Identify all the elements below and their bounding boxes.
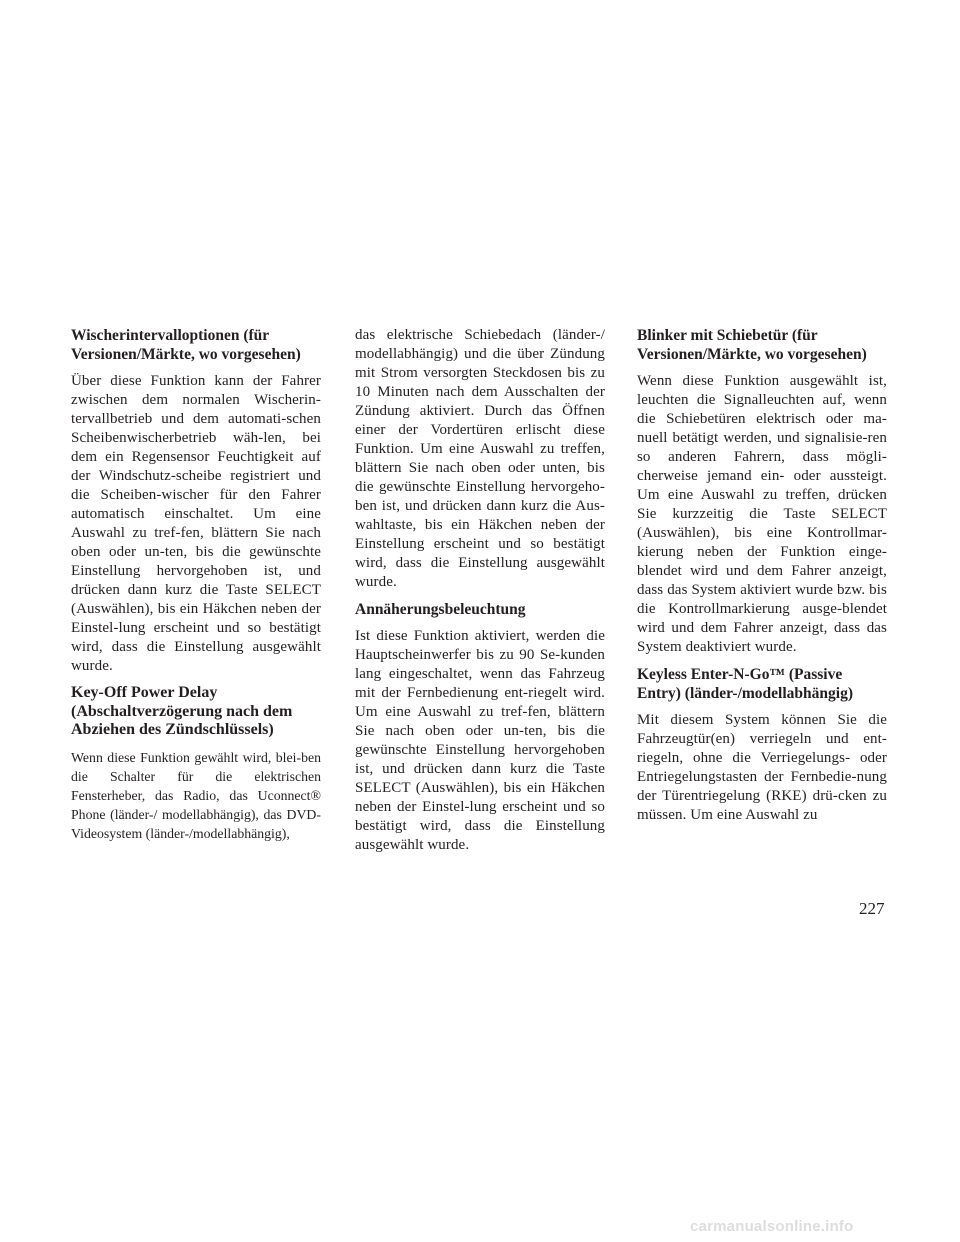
paragraph-sliding-door-signal: Wenn diese Funktion ausgewählt ist, leuchten die Signalleuchten auf, wenn die Schiebetüren elektrisch oder ma-nuell betätigt werden, und signalisie-ren so anderen Fahrern, dass mögli-cherweise jemand ein- oder aussteigt. Um eine Auswahl zu treffen, drücken Sie kurzzeitig die Taste SELECT (Auswählen), bis eine Kontrollmar-kierung neben der Funktion einge-blendet wird und dem Fahrer anzeigt, dass das System aktiviert wurde bzw. bis die Kontrollmarkierung ausge-blendet wird und dem Fahrer anzeigt, dass das System deaktiviert wurde. [637,373,887,655]
watermark: carmanualsonline.info [690,1218,854,1235]
section-heading-key-off-power-delay: Key-Off Power Delay (Abschaltverzögerung nach dem Abziehen des Zündschlüssels) [71,684,293,738]
column-left [71,326,321,851]
paragraph-key-off-power-delay-continued: das elektrische Schiebedach (länder-/ modellabhängig) und die über Zündung mit Strom versorgten Steckdosen bis zu 10 Minuten nach dem Ausschalten der Zündung aktiviert. Durch das Öffnen einer der Vordertüren erlischt diese Funktion. Um eine Auswahl zu treffen, blättern Sie nach oben oder unten, bis die gewünschte Einstellung hervorgeho-ben ist, und drücken dann kurz die Aus-wahltaste, bis ein Häkchen neben der Einstellung erscheint und so bestätigt wird, dass die Einstellung ausgewählt wurde. [355,327,605,590]
section-heading-keyless-enter-n-go: Keyless Enter-N-Go™ (Passive Entry) (länder-/modellabhängig) [637,666,854,702]
column-middle [355,326,605,863]
column-right [637,326,887,833]
paragraph-wiper-interval: Über diese Funktion kann der Fahrer zwischen dem normalen Wischerin-tervallbetrieb und dem automati-schen Scheibenwischerbetrieb wäh-len, bei dem ein Regensensor Feuchtigkeit auf der Windschutz-scheibe registriert und die Scheiben-wischer für den Fahrer automatisch einschaltet. Um eine Auswahl zu tref-fen, blättern Sie nach oben oder un-ten, bis die gewünschte Einstellung hervorgehoben ist, und drücken dann kurz die Taste SELECT (Auswählen), bis ein Häkchen neben der Einstel-lung erscheint und so bestätigt wird, dass die Einstellung ausgewählt wurde. [71,373,321,674]
section-heading-sliding-door-signal: Blinker mit Schiebetür (für Versionen/Märkte, wo vorgesehen) [637,327,867,363]
page-number: 227 [859,899,885,918]
section-heading-approach-lighting: Annäherungsbeleuchtung [355,601,526,618]
paragraph-approach-lighting: Ist diese Funktion aktiviert, werden die Hauptscheinwerfer bis zu 90 Se-kunden lang eingeschaltet, wenn das Fahrzeug mit der Fernbedienung ent-riegelt wird. Um eine Auswahl zu tref-fen, blättern Sie nach oben oder un-ten, bis die gewünschte Einstellung hervorgehoben ist, und drücken dann kurz die Taste SELECT (Auswählen), bis ein Häkchen neben der Einstel-lung erscheint und so bestätigt wird, dass die Einstellung ausgewählt wurde. [355,628,605,853]
paragraph-key-off-power-delay: Wenn diese Funktion gewählt wird, blei-ben die Schalter für die elektrischen Fensterheber, das Radio, das Uconnect® Phone (länder-/ modellabhängig), das DVD-Videosystem (länder-/modellabhängig), [71,749,321,841]
section-heading-wiper-interval: Wischerintervalloptionen (für Versionen/Märkte, wo vorgesehen) [71,327,301,363]
paragraph-keyless-enter-n-go: Mit diesem System können Sie die Fahrzeugtür(en) verriegeln und ent-riegeln, ohne die Verriegelungs- oder Entriegelungstasten der Fernbedie-nung der Türentriegelung (RKE) drü-cken zu müssen. Um eine Auswahl zu [637,712,887,823]
